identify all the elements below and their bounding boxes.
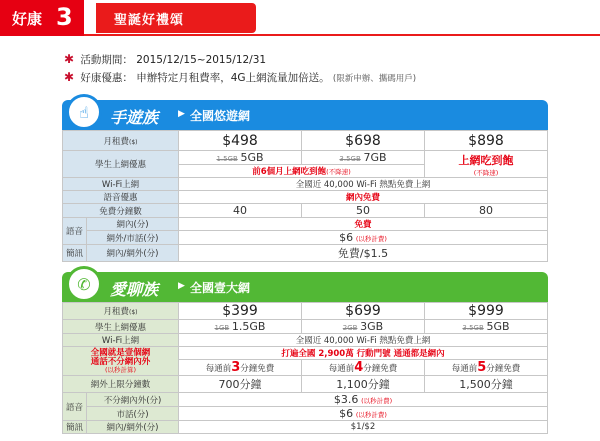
table-row: 前6個月上網吃到飽(不降速) <box>63 165 548 178</box>
table-row: 網外上限分鐘數 700分鐘 1,100分鐘 1,500分鐘 <box>63 376 548 393</box>
price-cell: $399 <box>179 303 302 320</box>
table-row: Wi-Fi上網 全國近 40,000 Wi-Fi 熱點免費上網 <box>63 334 548 347</box>
plan-chatter-panel <box>62 272 548 434</box>
table-row: 簡訊 網內/網外(分) 免費/$1.5 <box>63 245 548 262</box>
star-icon: ✱ <box>64 70 75 84</box>
header-number: 3 <box>56 3 73 31</box>
price-cell: $698 <box>302 131 425 151</box>
table-row: 語音優惠 網內免費 <box>63 191 548 204</box>
plan-chatter-banner <box>62 272 548 302</box>
table-row: 學生上網優惠 1.5GB 5GB 3.5GB 7GB 上網吃到飽 (不降速) <box>63 151 548 165</box>
plan-name: 手遊族 <box>110 108 159 127</box>
table-row: 每通前3分鐘免費 每通前4分鐘免費 每通前5分鐘免費 <box>63 360 548 376</box>
offer-value: 申辦特定月租費率，4G上網流量加倍送。 <box>136 72 330 84</box>
table-row: 全國就是壹個網 通話不分網內外 (以秒計算) 打遍全國 2,900萬 行動門號 通通都是網內 <box>63 347 548 360</box>
header-label: 好康 <box>12 10 43 28</box>
triangle-right-icon: ▶ <box>178 109 185 119</box>
plan-gamer-table <box>62 130 548 262</box>
plan-subtitle: 全國悠遊網 <box>190 109 251 123</box>
table-row: 語音 網內(分) 免費 <box>63 218 548 231</box>
table-row: 月租費($) $498 $698 $898 <box>63 131 548 151</box>
table-row: 簡訊 網內/網外(分) $1/$2 <box>63 421 548 434</box>
price-cell: $999 <box>424 303 547 320</box>
plan-gamer-banner <box>62 100 548 130</box>
price-cell: $699 <box>302 303 425 320</box>
promo-header <box>0 0 600 40</box>
offer-label: 好康優惠： <box>80 72 133 84</box>
phone-touch-icon: ☝ <box>66 94 102 130</box>
period-label: 活動期間： <box>80 54 133 66</box>
table-row: 學生上網優惠 1GB 1.5GB 2GB 3GB 3.5GB 5GB <box>63 320 548 334</box>
period-line <box>64 52 266 67</box>
table-row: Wi-Fi上網 全國近 40,000 Wi-Fi 熱點免費上網 <box>63 178 548 191</box>
offer-line <box>64 70 416 85</box>
header-title: 聖誕好禮頌 <box>114 13 185 28</box>
period-value: 2015/12/15~2015/12/31 <box>136 54 267 66</box>
plan-name: 愛聊族 <box>110 280 159 299</box>
offer-note: (限新申辦、攜碼用戶) <box>332 74 417 84</box>
table-row: 月租費($) $399 $699 $999 <box>63 303 548 320</box>
plan-gamer-panel <box>62 100 548 262</box>
price-cell: $898 <box>424 131 547 151</box>
plan-chatter-table <box>62 302 548 434</box>
header-badge <box>0 0 84 36</box>
table-row: 語音 不分網內外(分) $3.6 (以秒計費) <box>63 393 548 407</box>
table-row: 網外/市話(分) $6 (以秒計費) <box>63 231 548 245</box>
table-row: 市話(分) $6 (以秒計費) <box>63 407 548 421</box>
phone-chat-icon: ✆ <box>66 266 102 302</box>
star-icon: ✱ <box>64 52 75 66</box>
plan-subtitle: 全國壹大網 <box>190 281 251 295</box>
table-row: 免費分鐘數 40 50 80 <box>63 204 548 218</box>
triangle-right-icon: ▶ <box>178 281 185 291</box>
price-cell: $498 <box>179 131 302 151</box>
